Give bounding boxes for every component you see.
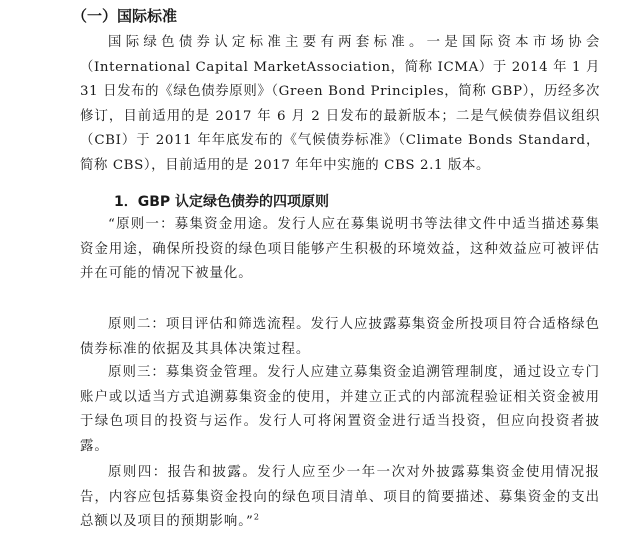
- footnote-marker: 2: [253, 512, 260, 522]
- principle-4-text: 原则四：报告和披露。发行人应至少一年一次对外披露募集资金使用情况报告，内容应包括募集资金投向的绿色项目清单、项目的简要描述、募集资金的支出总额以及项目的预期影响。”: [80, 465, 600, 530]
- principle-1-paragraph: “原则一：募集资金用途。发行人应在募集说明书等法律文件中适当描述募集资金用途，确保所投资的绿色项目能够产生积极的环境效益，这种效益应可被评估并在可能的情况下被量化。: [80, 217, 600, 282]
- sub-heading: 1．GBP 认定绿色债券的四项原则: [114, 194, 330, 210]
- principle-3-paragraph: 原则三：募集资金管理。发行人应建立募集资金追溯管理制度，通过设立专门账户或以适当方式追溯募集资金的使用，并建立正式的内部流程验证相关资金被用于绿色项目的投资与运作。发行人可将闲置资金进行适当投资，但应向投资者披露。: [80, 365, 600, 454]
- principle-2-paragraph: 原则二：项目评估和筛选流程。发行人应披露募集资金所投项目符合适格绿色债券标准的依据及其具体决策过程。: [80, 317, 600, 357]
- intro-paragraph: 国际绿色债券认定标准主要有两套标准。一是国际资本市场协会（International Capital MarketAssociation，简称 ICMA）于 2014 年 1 月 31 日发布的《绿色债券原则》（Green Bond Principles，简称 GBP），历经多次修订，目前适用的是 2017 年 6 月 2 日发布的最新版本；二是气候债券倡议组织（CBI）于 2011 年年底发布的《气候债券标准》（Climate Bonds Standard，简称 CBS），目前适用的是 2017 年年中实施的 CBS 2.1 版本。: [80, 35, 600, 173]
- principle-4-paragraph: [80, 461, 600, 535]
- section-heading: （一）国际标准: [72, 7, 178, 25]
